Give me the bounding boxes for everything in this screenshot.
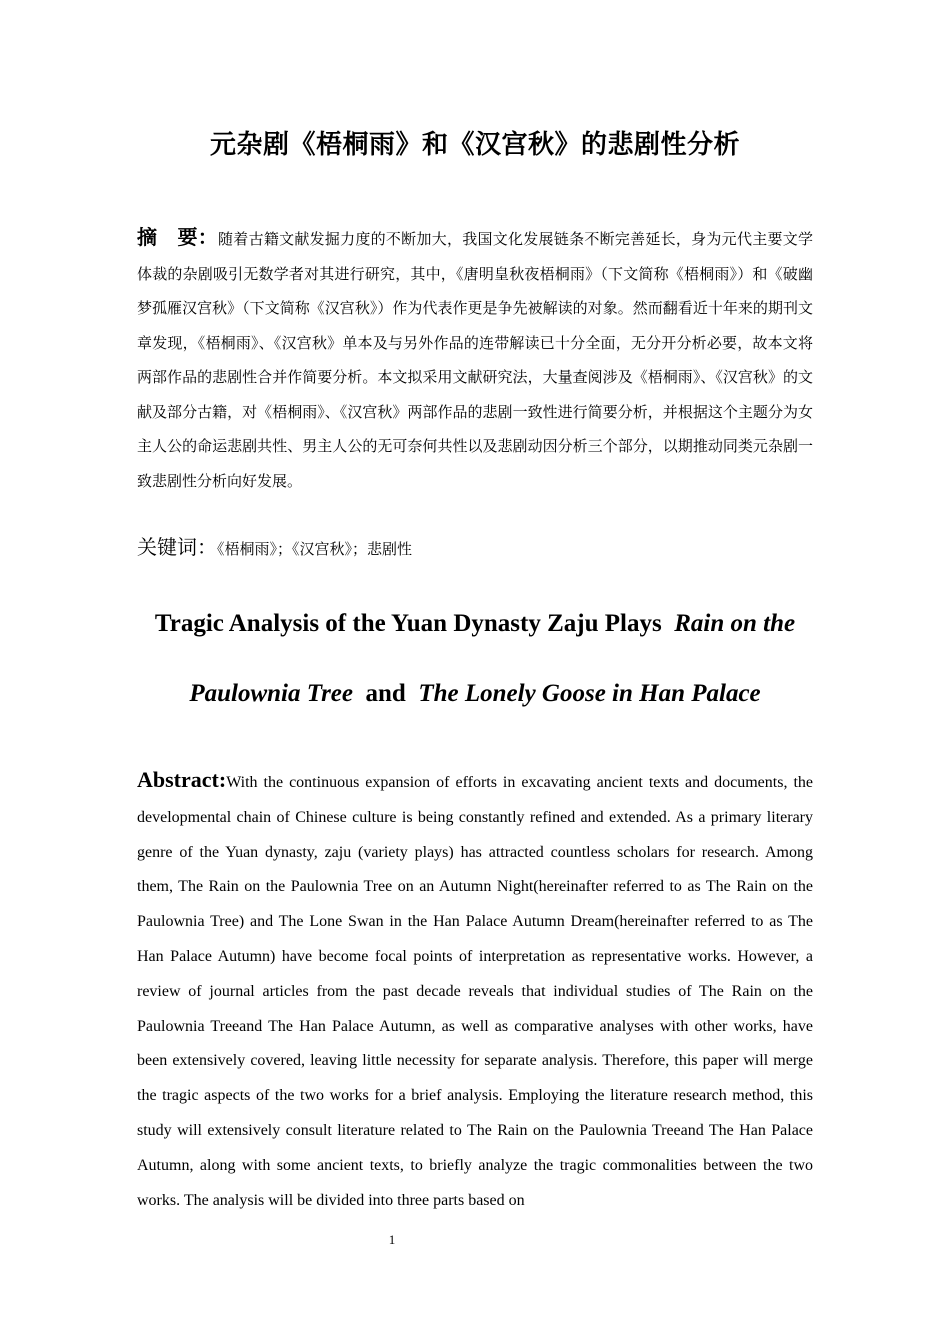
chinese-keywords-label: 关键词： — [137, 535, 217, 559]
chinese-keywords — [137, 532, 813, 564]
english-title-line-1 — [0, 610, 950, 638]
english-title-italic-3: The Lonely Goose in Han Palace — [418, 680, 761, 707]
chinese-title: 元杂剧《梧桐雨》和《汉宫秋》的悲剧性分析 — [209, 130, 740, 160]
english-abstract-text: With the continuous expansion of efforts in excavating ancient texts and documents, the developmental chain of Chinese culture is being constantly refined and extended. As a primary literary genre of the Yuan dynasty, zaju (variety plays) has attracted countless scholars for research. Among them, The Rain on the Paulownia Tree on an Autumn Night(hereinafter referred to as The Rain on the Paulownia Tree) and The Lone Swan in the Han Palace Autumn Dream(hereinafter referred to as The Han Palace Autumn) have become focal points of interpretation as representative works. However, a review of journal articles from the past decade reveals that individual studies of The Rain on the Paulownia Treeand The Han Palace Autumn, as well as comparative analyses with other works, have been extensively covered, leaving little necessity for separate analysis. Therefore, this paper will merge the tragic aspects of the two works for a brief analysis. Employing the literature research method, this study will extensively consult literature related to The Rain on the Paulownia Treeand The Han Palace Autumn, along with some ancient texts, to briefly analyze the tragic commonalities between the two works. The analysis will be divided into three parts based on — [137, 774, 813, 1209]
page-number: 1 — [388, 1232, 396, 1247]
chinese-keywords-text: 《梧桐雨》；《汉宫秋》；悲剧性 — [217, 540, 413, 558]
english-title-and: and — [365, 680, 406, 707]
chinese-abstract — [137, 220, 813, 498]
english-title-main: Tragic Analysis of the Yuan Dynasty Zaju Plays — [154, 610, 662, 637]
chinese-abstract-label: 摘 要： — [137, 225, 219, 249]
english-abstract-label: Abstract: — [137, 767, 227, 792]
english-abstract — [137, 763, 813, 1218]
english-title-line-2 — [0, 680, 950, 708]
english-title-italic-2: Paulownia Tree — [189, 680, 354, 707]
chinese-abstract-text: 随着古籍文献发掘力度的不断加大，我国文化发展链条不断完善延长，身为元代主要文学体裁的杂剧吸引无数学者对其进行研究，其中，《唐明皇秋夜梧桐雨》（下文简称《梧桐雨》）和《破幽梦孤雁汉宫秋》（下文简称《汉宫秋》）作为代表作更是争先被解读的对象。然而翻看近十年来的期刊文章发现，《梧桐雨》、《汉宫秋》单本及与另外作品的连带解读已十分全面，无分开分析必要，故本文将两部作品的悲剧性合并作简要分析。本文拟采用文献研究法，大量查阅涉及《梧桐雨》、《汉宫秋》的文献及部分古籍，对《梧桐雨》、《汉宫秋》两部作品的悲剧一致性进行简要分析，并根据这个主题分为女主人公的命运悲剧共性、男主人公的无可奈何共性以及悲剧动因分析三个部分，以期推动同类元杂剧一致悲剧性分析向好发展。 — [137, 230, 813, 490]
english-title-italic-1: Rain on the — [674, 610, 796, 637]
